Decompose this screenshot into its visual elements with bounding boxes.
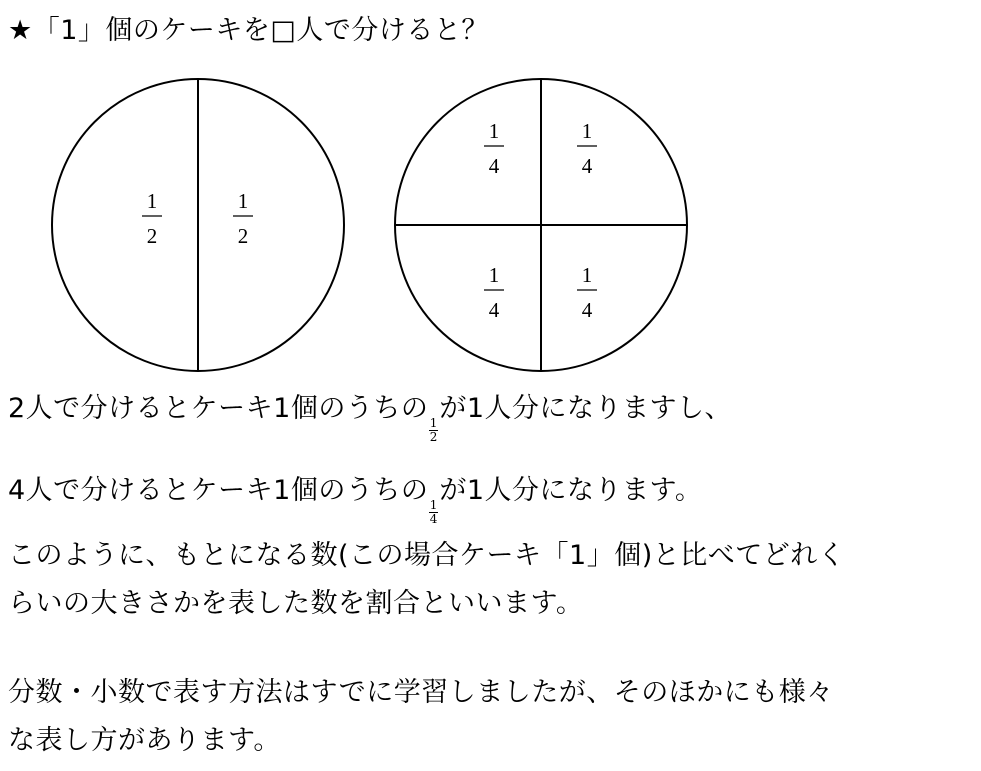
- quarter-cake: [395, 79, 687, 371]
- inline-fraction-quarter: [429, 499, 438, 526]
- inline-fraction-numerator: 1: [429, 498, 438, 512]
- fraction-numerator: 1: [581, 119, 593, 143]
- quarter-fraction-top-right: [577, 119, 597, 178]
- fraction-denominator: 2: [146, 224, 158, 248]
- line1-text-before: 2人で分けるとケーキ1個のうちの: [8, 393, 429, 424]
- line2-text-after: が1人分になります。: [439, 475, 703, 506]
- inline-fraction-denominator: 4: [429, 512, 438, 526]
- inline-fraction-half: [429, 417, 438, 444]
- fraction-denominator: 4: [488, 154, 500, 178]
- quarter-fraction-bottom-right: [577, 263, 597, 322]
- fraction-numerator: 1: [581, 263, 593, 287]
- fraction-numerator: 1: [488, 119, 500, 143]
- half-fraction-left: [142, 189, 162, 248]
- half-cake: [52, 79, 344, 371]
- explanation-line-6: な表し方があります。: [8, 725, 281, 756]
- quarter-fraction-bottom-left: [484, 263, 504, 322]
- explanation-line-2: [8, 474, 702, 526]
- quarter-fraction-top-left: [484, 119, 504, 178]
- page-title: ★「1」個のケーキを□人で分けると？: [8, 15, 489, 46]
- explanation-line-5: 分数・小数で表す方法はすでに学習しましたが、そのほかにも様々: [8, 677, 834, 708]
- fraction-denominator: 2: [237, 224, 249, 248]
- fraction-numerator: 1: [237, 189, 249, 213]
- line1-text-after: が1人分になりますし、: [439, 393, 733, 424]
- inline-fraction-denominator: 2: [429, 430, 438, 444]
- line2-text-before: 4人で分けるとケーキ1個のうちの: [8, 475, 429, 506]
- half-fraction-right: [233, 189, 253, 248]
- fraction-denominator: 4: [581, 298, 593, 322]
- explanation-line-3: このように、もとになる数(この場合ケーキ「1」個)と比べてどれく: [8, 540, 846, 571]
- explanation-line-1: [8, 392, 732, 444]
- fraction-denominator: 4: [488, 298, 500, 322]
- fraction-numerator: 1: [488, 263, 500, 287]
- inline-fraction-numerator: 1: [429, 416, 438, 430]
- explanation-line-4: らいの大きさかを表した数を割合といいます。: [8, 588, 584, 619]
- fraction-numerator: 1: [146, 189, 158, 213]
- fraction-denominator: 4: [581, 154, 593, 178]
